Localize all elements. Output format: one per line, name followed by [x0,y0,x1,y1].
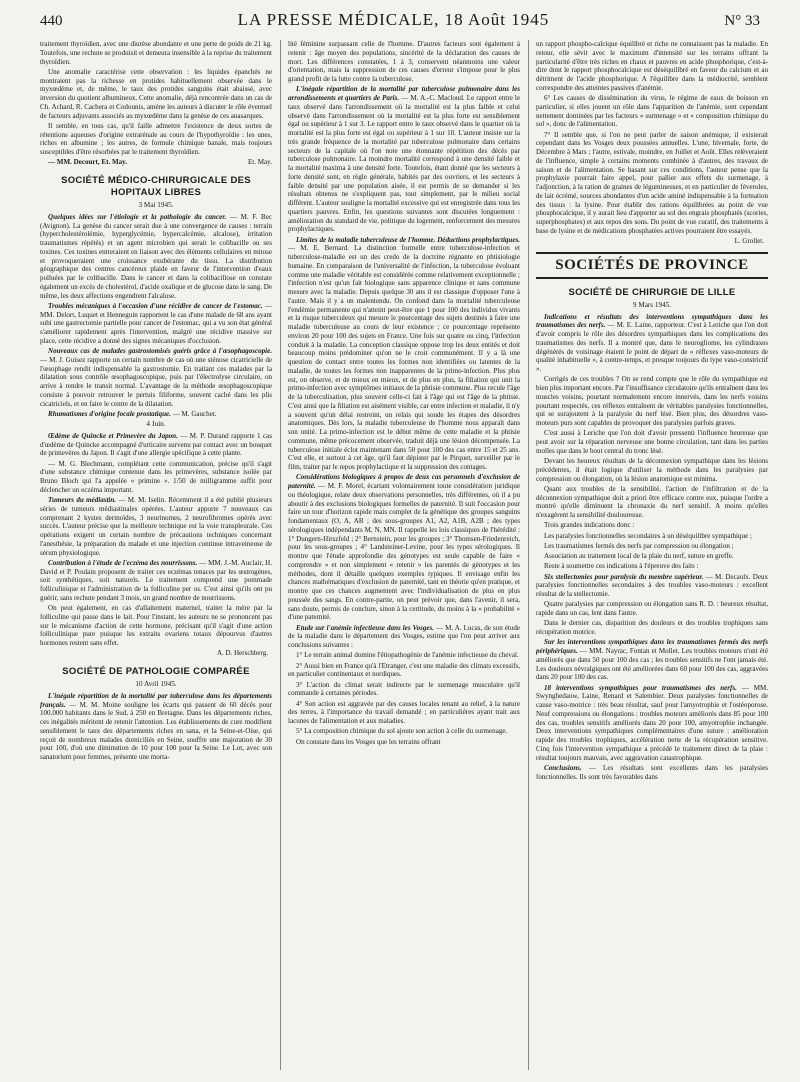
paragraph: Troubles mécaniques à l'occasion d'une récidive de cancer de l'estomac. — MM. Delort, Luquet et Henneguin rapportent le cas d'une malade de 68 ans ayant subi une gastrectomie partielle pour cancer de l'estomac, qui a vu son état général s'améliorer rapidement après l'intervention, malgré une récidive massive sur place, cette récidive a donné des signes mécaniques d'occlusion. [40,301,272,345]
paragraph: L'inégale répartition de la mortalité par tuberculose dans les départements français. — M. M. Moine souligne les écarts qui passent de 60 décès pour 100.000 habitants dans le Sud, à 250 en Bretagne. Dans les départements riches, ces inégalités méritent de retenir l'attention. Les établissements de cure modifient sensiblement le taux des départements riches en sana, et la Seine-et-Oise, qui reçoit de nombreux malades domiciliés en Seine, souffre une majoration de 30 pour 100, d'où une diminution de 10 pour 100 pour la Seine. Le Lot, avec son sanatorium pour femmes, présente une morta- [40,691,272,761]
paragraph: Il semble, en tous cas, qu'il faille admettre l'existence de deux sortes de rétentions aqueuses d'origine extrarénale au cours de l'hypothyroïdie : les unes, riches en albumine ; les autres, de formule chimique banale, mais toujours susceptibles d'être résorbées par le traitement thyroïdien. [40,121,272,156]
paragraph: L'inégale répartition de la mortalité par tuberculose pulmonaire dans les arrondissements et quartiers de Paris. — M. A.-C. Macloud. Le rapport entre le taux observé dans l'arrondissement où la mortalité est la plus faible et celui observé dans l'arrondissement où la mortalité est la plus forte est sensiblement égal ou supérieur à 1 sur 3. Le rapport entre le taux observé dans le quartier où la mortalité est la plus forte est égal ou supérieur à 1 sur 10. L'auteur insiste sur la très grande fréquence de la mortalité par tuberculose pulmonaire dans certains secteurs de la capitale où l'on note une étonnante répétition des décès par tuberculose pulmonaire. La moindre mortalité correspond à une densité faible et la mortalité maxima à une densité forte. Toutefois, étant donné que les secteurs à forte densité sont, en règle générale, habités par des ouvriers, et les secteurs à faible densité par une population aisée, il est permis de se demander si les résultats obtenus ne s'expliquent pas, tout simplement, par le milieu social différent. L'auteur souligne la mortalité excessive qui est enregistrée dans tous les quartiers pauvres. Enfin, les questions suivantes sont discutées longuement : amélioration du standard de vie, politique du logement, renforcement des mesures prophylactiques. [288,85,520,234]
paragraph: un rapport phospho-calcique équilibré et riche ne connaissent pas la maladie. En retour, elle sévit avec le maximum d'intensité sur les terrains offrant la particularité d'être très riches en chaux et pauvres en acide phosphorique, c'est-à-dire dont le rapport phosphocalcique est déséquilibré en faveur du calcium et au détriment de l'acide phosphorique. A l'équilibre dans la médiocrité, semblent correspondre des atteintes passives d'anémie. [536,40,768,92]
paragraph: Conclusions. — Les résultats sont excellents dans les paralysies fonctionnelles. Ils sont très favorables dans [536,763,768,781]
paragraph: Rhumatismes d'origine focale prostatique. — M. Gaucher. [48,409,217,418]
paragraph: Les traumatismes fermés des nerfs par compression ou élongation ; [544,541,734,550]
paragraph: 6° Les causes de dissémination du virus, le régime de eaux de boisson en particulier, si elles jouent un rôle dans l'apparition de l'anémie, sont cependant nettement dominées par les facteurs « surmenage » et « composition chimique du sol », donc de l'alimentation. [536,94,768,129]
list-item: 2° Aussi bien en France qu'à l'Etranger, c'est une maladie des climats excessifs, en particulier continentaux et nordiques. [288,661,520,679]
column-3 [536,40,768,1070]
paragraph: Sur les interventions sympathiques dans les traumatismes fermés des nerfs périphériques. — MM. Nayrac, Fontan et Mollet. Les troubles moteurs n'ont été améliorés que dans 50 pour 100 des cas ; les troubles sensitifs ne l'ont jamais été. Les douleurs névralgiques ont été améliorées dans 60 pour 100 des cas, aggravées dans 20 pour 100 des cas. [536,638,768,682]
paragraph: Œdème de Quincke et Primevère du Japon. — M. P. Durand rapporte 1 cas d'œdème de Quincke accompagné d'urticaire survenu par contact avec un bouquet de primevères du Japon. Il s'agit d'une allergie spécifique à cette plante. [40,431,272,458]
paragraph: On peut également, en cas d'allaitement maternel, traiter la mère par la folliculine qui passe dans le lait. Pour l'instant, les auteurs ne se prononcent pas sur le mécanisme d'action de cette hormone, précisant qu'il s'agit d'une action folliculinique pure puisque les extraits ovariens totaux dépourvus d'autres hormones restent sans effet. [40,604,272,647]
paragraph: Association au traitement local de la plaie du nerf, suture en greffe. [544,552,734,560]
paragraph: On constate dans les Vosges que les terrains offrant [296,737,441,746]
section-heading: SOCIÉTÉ MÉDICO-CHIRURGICALE DES HOPITAUX LIBRES [61,175,251,198]
list-item: 5° La composition chimique du sol ajoute son action à celle du surmenage. [296,727,508,736]
column-1 [40,40,272,1070]
column-rule [528,40,529,1070]
section-banner: SOCIÉTÉS DE PROVINCE [536,252,768,279]
paragraph: Dans le dernier cas, disparition des douleurs et des troubles trophiques sans récupération motrice. [536,619,768,636]
paragraph: Quatre paralysies par compression ou élongation sans R. D. : heureux résultat, rapide dans un cas, lent dans l'autre. [536,600,768,617]
section-heading: SOCIÉTÉ DE CHIRURGIE DE LILLE [568,286,736,298]
paragraph: Nouveaux cas de malades gastrostomisés guéris grâce à l'œsophagoscopie. — M. J. Guisez rapporte un certain nombre de cas où une sténose cicatricielle de l'œsophage rendit indispensable la gastrostomie. En traitant ces malades par la dilatation sous contrôle œsophagoscopique, puis par l'électrolyse circulaire, on arrive à rendre le transit normal. L'avantage de la méthode œsophagoscopique consiste à pouvoir retrouver le pertuis filiforme, souvent caché dans les plis cicatriciels, et en faire le centre de la dilatation. [40,347,272,408]
column-rule [280,40,281,1070]
list-item: 1° Le terrain animal domine l'étiopathogénie de l'anémie infectieuse du cheval. [296,651,519,660]
paragraph: Six stellectomies pour paralysie du membre supérieur. — M. Decaulx. Deux paralysies fonctionnelles secondaires à des troubles vaso-moteurs : excellent résultat de la stellectomie. [536,572,768,598]
signature: L. Grollet. [734,237,764,245]
signature: A. D. Herschberg. [217,649,268,658]
section-date: 4 Juin. [146,420,166,428]
paragraph: 7° Il semble que, si l'on ne peut parler de saison anémique, il existerait cependant dans les Vosges deux poussées annuelles. L'une, hivernale, forte, de Décembre à Mars ; l'autre, estivale, moindre, en Juillet et Août. Elles relèveraient de l'influence, simple à certains moments combinée à d'autres, des travaux de saison et de l'alimentation. Se basant sur ces conditions, l'auteur pense que la prophylaxie pourrait faire appel, pour pallier aux effets du surmenage, à l'adjonction, à la ration de graines de légumineuses, et en particulier de féveroles, de lait écrémé, sources abondantes d'un acide aminé indispensable à la formation des tissus : la lysine. Pour établir des rations équilibrées au point de vue phosphocalcique, il y aurait lieu d'apporter au sol des engrais phosphatés (scories, superphosphates) et aux repos des sons. Du point de vue curatif, des traitements à base de lysine et de médications phosphatées actives pourraient être essayés. [536,130,768,235]
paragraph: Quelques idées sur l'étiologie et la pathologie du cancer. — M. F. Bec (Avignon). La genèse du cancer serait due à une convergence de causes : terrain (hypercholestérolémie, hyperglycémie, hypercalcémie, alcalose), irritation traumatismes répétés) et un agent microbien qui serait le colibacille ou ses toxines. Ces toxines entreraient en liaison avec des éléments cellulaires en mitose et provoqueraient une croissance exubérante du tissu. La distribution géographique des centres cancéreux plaide en faveur de l'intervention d'eaux polluées par le colibacille. Dans le cancer et dans la colibacillose on constate également un excès de cholestérol, d'acide oxalique et de glucose dans le sang. De même, les deux affections engendrent l'alcalose. [40,212,272,300]
paragraph: Contribution à l'étude de l'eczéma des nourrissons. — MM. J.-M. Auclair, H. David et P. Poulain proposent de traiter ces eczémas tenaces par les œstrogènes, soit synthétiques, soit naturels. Le traitement comprend une pommade folliculinique et l'administration de la folliculine per os. C'est ainsi qu'ils ont pu guérir, sans rechute pendant 3 mois, un grand nombre de nourrissons. [40,558,272,602]
issue-number: N° 33 [724,13,760,29]
list-item: 4° Son action est aggravée par des causes locales tenant au relief, à la nature des terres, à l'importance du travail demandé ; en particulières ayant trait aux lacunes de l'alimentation et aux maladies. [288,699,520,725]
paragraph: Quant aux troubles de la sensibilité, l'action de l'infiltration et de la déconnexion sympathique doit a priori être efficace contre eux, puisque l'ordre a montré qu'elle diminuent la chronaxie du nerf sensitif. A moins qu'elles n'exagèrent la sensibilité douloureuse. [536,484,768,519]
paragraph: 18 interventions sympathiques pour traumatismes des nerfs. — MM. Swynghedauw, Laine, Renard et Salembier. Deux paralysies fonctionnelles de cause vaso-motrice : très beau résultat, sauf pour l'amyotrophie et l'ostéoporose. Neuf compressions ou élongations : troubles moteurs améliorés dans 85 pour 100 des cas, troubles sensitifs améliorés dans 20 pour 100, amyotrophie inchangée. Deux interventions sympathiques complémentaires d'une suture : amélioration rapide des troubles trophiques, accélération nette de la récupération sensitive. Cinq fois l'intervention sympathique a précédé le traitement direct de la plaie : résultat toujours mauvais, avec aggravation catastrophique. [536,683,768,762]
paragraph: Les paralysies fonctionnelles secondaires à un déséquilibre sympathique ; [544,531,752,540]
signature: — MM. Decourt, Et. May. Et. May. [48,158,272,167]
paragraph: Corrigés de ces troubles ? On se rend compte que le rôle du sympathique est bien plus important encore. Par l'insuffisance circulatoire qu'ils entraînent dans les muscles voisins, pourtant normalement encore innervés, dans les nerfs voisins pourtant respectés, ces réflexes entraînent de véritables paralysies fonctionnelles, qui se surajoutent à la paralysie du nerf lésé. Bien plus, des désordres vaso-moteurs purs sont capables de provoquer des paralysies parfois graves. [536,375,768,427]
article-columns [40,40,768,1070]
paragraph: lité féminine surpassant celle de l'homme. D'autres facteurs sont également à retenir : âge moyen des populations, sincérité de la déclaration des causes de mort. Les différences constatées, 1 à 3, conservent néanmoins une valeur d'orientation, mais la suppression de ces causes d'erreur s'impose pour le plus grand profit de la lutte contre la tuberculose. [288,40,520,83]
paragraph: Limites de la maladie tuberculeuse de l'homme. Déductions prophylactiques. — M. E. Bernard. La distinction formelle entre tuberculose-infection et tuberculose-maladie est un des credo de la doctrine régnante en phtisiologie humaine. En comparaison de l'universalité de l'infection, la tuberculose évoluant comme une maladie véritable est considérée comme relativement exceptionnelle ; l'infection n'est qu'un fait biologique sans apparence clinique et sans commune mesure avec la maladie. Depuis quelque 30 ans il est classique d'opposer l'une à l'autre. Mais il y a un malentendu. On confond dans la mortalité tuberculeuse l'endémie permanente qui n'atteint peut-être que 1 pour 100 des individus vivants et la risque tuberculeux qui mesure le pourcentage des sujets destinés à faire une maladie tuberculeuse au cours de leur existence ; ce pourcentage représente environ 20 pour 100 des sujets en France. Une fois sur quatre ou cinq, l'infection conduit à la maladie. La conception classique oppose trop les deux entités et doit beaucoup moins prédominer qu'on ne le croit communément. Il y a là une question de contact entre toutes les formes non identifiées ou latentes de la maladie, de toutes les formes non inapparentes de la primo-infection. Plus plus est, on observe, et de mieux en mieux, et de plus en plus, la filiation qui unit la primo-infection avec symptômes initiaux de la phtisie commune. Plus recule l'âge de la tuberculisation, plus souvent celle-ci fait à l'âge qui est l'âge de la phtisie. C'est ainsi que la filiation est aisément visible, car entre infection et maladie, il n'y a souvent qu'un délai restreint, un relais qui soude les étapes des désordres anatomiques. Dès lors, la maladie tuberculeuse de l'homme nous apparaît dans son unité. La primo-infection est le début même de cette maladie et la phtisie commune, même précocement observée, traduit déjà une lésion décompensée. La tuberculose initiale éclot maintenant dans 50 pour 100 des cas entre 15 et 25 ans. C'est elle, et surtout à cet âge, qu'il faut dépister par le Pirquet, surveiller par le film, traiter par le repos prophylactique et la suppression des contages. [288,235,520,471]
column-2 [288,40,520,1070]
paragraph: Devant les heureux résultats de la déconnexion sympathique dans les lésions précédentes, il était logique d'utiliser la méthode dans les paralysies par compression ou élongation, où la lésion anatomique est minima. [536,457,768,483]
paragraph: — M. G. Blechmann, complétant cette communication, précise qu'il s'agit d'une substance chimique contenue dans les primevères, substance isolée par Bruno Bloch qui l'a appelée « primine ». 1/50 de milligramme suffit pour déclencher un eczéma important. [40,459,272,494]
paragraph: traitement thyroïdien, avec une diurèse abondante et une perte de poids de 21 kg. Toutefois, une rechute se produisit et demeura insensible à la reprise du traitement thyroïdien. [40,40,272,66]
section-heading: SOCIÉTÉ DE PATHOLOGIE COMPARÉE [62,666,250,677]
paragraph: Une anomalie caractérise cette observation : les liquides épanchés ne montraient pas la richesse en protides habituellement observée dans le myxœdème et, de même, le taux des protides sanguins était abaissé, avec inversion du quotient albumineux. Cette anomalie, déjà rencontrée dans un cas de Ch. Achard, R. Cachera et Codounis, amène les auteurs à discuter le rôle éventuel de facteurs adjuvants associés au myxœdème dans la genèse de ces anasarques. [40,67,272,120]
paragraph: Etude sur l'anémie infectieuse dans les Vosges. — M. A. Lucas, de son étude de la maladie dans le département des Vosges, estime que l'on peut arriver aux conclusions suivantes : [288,623,520,649]
journal-title: LA PRESSE MÉDICALE, 18 Août 1945 [237,10,550,29]
list-item: 3° L'action du climat serait indirecte par le surmenage musculaire qu'il commande à certaines périodes. [288,680,520,698]
paragraph: Considérations biologiques à propos de deux cas personnels d'exclusion de paternité. — M. F. Morel, écartant volontairement toute considération juridique ou théologique, relate deux observations personnelles, très différentes, où il a pu aboutir à des exclusions biologiques formelles de paternité. Il suit l'occasion pour faire un tour d'horizon rapide mais complet de la génétique des groupes sanguins fondamentaux (O, A, AB ; des sous-groupes A1, A2, A1B, A2B ; des types sérologiques indépendants M, N, MN. Il rappelle les lois classiques de l'hérédité : 1° Dungern-Hirszfeld ; 2° Bernstein, pour les groupes ; 3° Thomsen-Friedenreich, pour les sous-groupes ; 4° Landsteiner-Levine, pour les types sérologiques. Il montre que l'étude approfondie des génotypes est seule capable de faire « comprendre » et non simplement « retenir » les parentés de génotypes et les méthodes, dont il détaille quelques exemples typiques. Il envisage enfin les chances mathématiques d'exclusion de paternité, tant en théorie qu'en pratique, et montre que ces chances augmentent avec l'individualisation de plus en plus poussée des sangs. En contre-partie, on peut prévoir que, dans l'avenir, il sera, sans doute, permis de conclure, sinon à la certitude, du moins à la « probabilité » d'une paternité. [288,473,520,622]
section-date: 10 Avril 1945. [135,680,177,688]
paragraph: Tumeurs du médiastin. — M. M. Iselin. Récemment il a été publié plusieurs séries de tumeurs médiastinales opérées. L'auteur apporte 7 nouveaux cas comprenant 2 kystes dermoïdes, 3 neurinomes, 2 neurofibromes opérés avec succès. L'auteur précise que la meilleure technique est la voie transpleurale. Ces opérations exigent un certain nombre de précautions techniques concernant l'anesthésie, la préparation du malade et une injection continue intraveineuse de sérum physiologique. [40,496,272,557]
paragraph: Trois grandes indications donc : [544,521,635,530]
section-date: 3 Mai 1945. [138,201,174,209]
paragraph: Reste à soumettre ces indications à l'épreuve des faits : [544,562,699,571]
paragraph: C'est aussi à Leriche que l'on doit d'avoir pressenti l'influence heureuse que peut avoir sur la réparation nerveuse une bonne circulation, tant dans les parties molles que dans le bout central du tronc lésé. [536,429,768,455]
section-date: 9 Mars 1945. [632,300,672,309]
paragraph: Indications et résultats des interventions sympathiques dans les traumatismes des nerfs. — M. E. Laine, rapporteur. C'est à Leriche que l'on doit d'avoir compris le rôle des désordres sympathiques dans les complications des traumatismes des nerfs. Il a montré que, dans le neurogliome, les cylindraxes dégénérés de voisinage étaient le point de départ de « réflexes vaso-moteurs de qualité inhabituelle », à contre-temps, et presque toujours du type vaso-constrictif ». [536,312,768,373]
page-number: 440 [40,13,63,29]
page-header [40,10,760,34]
